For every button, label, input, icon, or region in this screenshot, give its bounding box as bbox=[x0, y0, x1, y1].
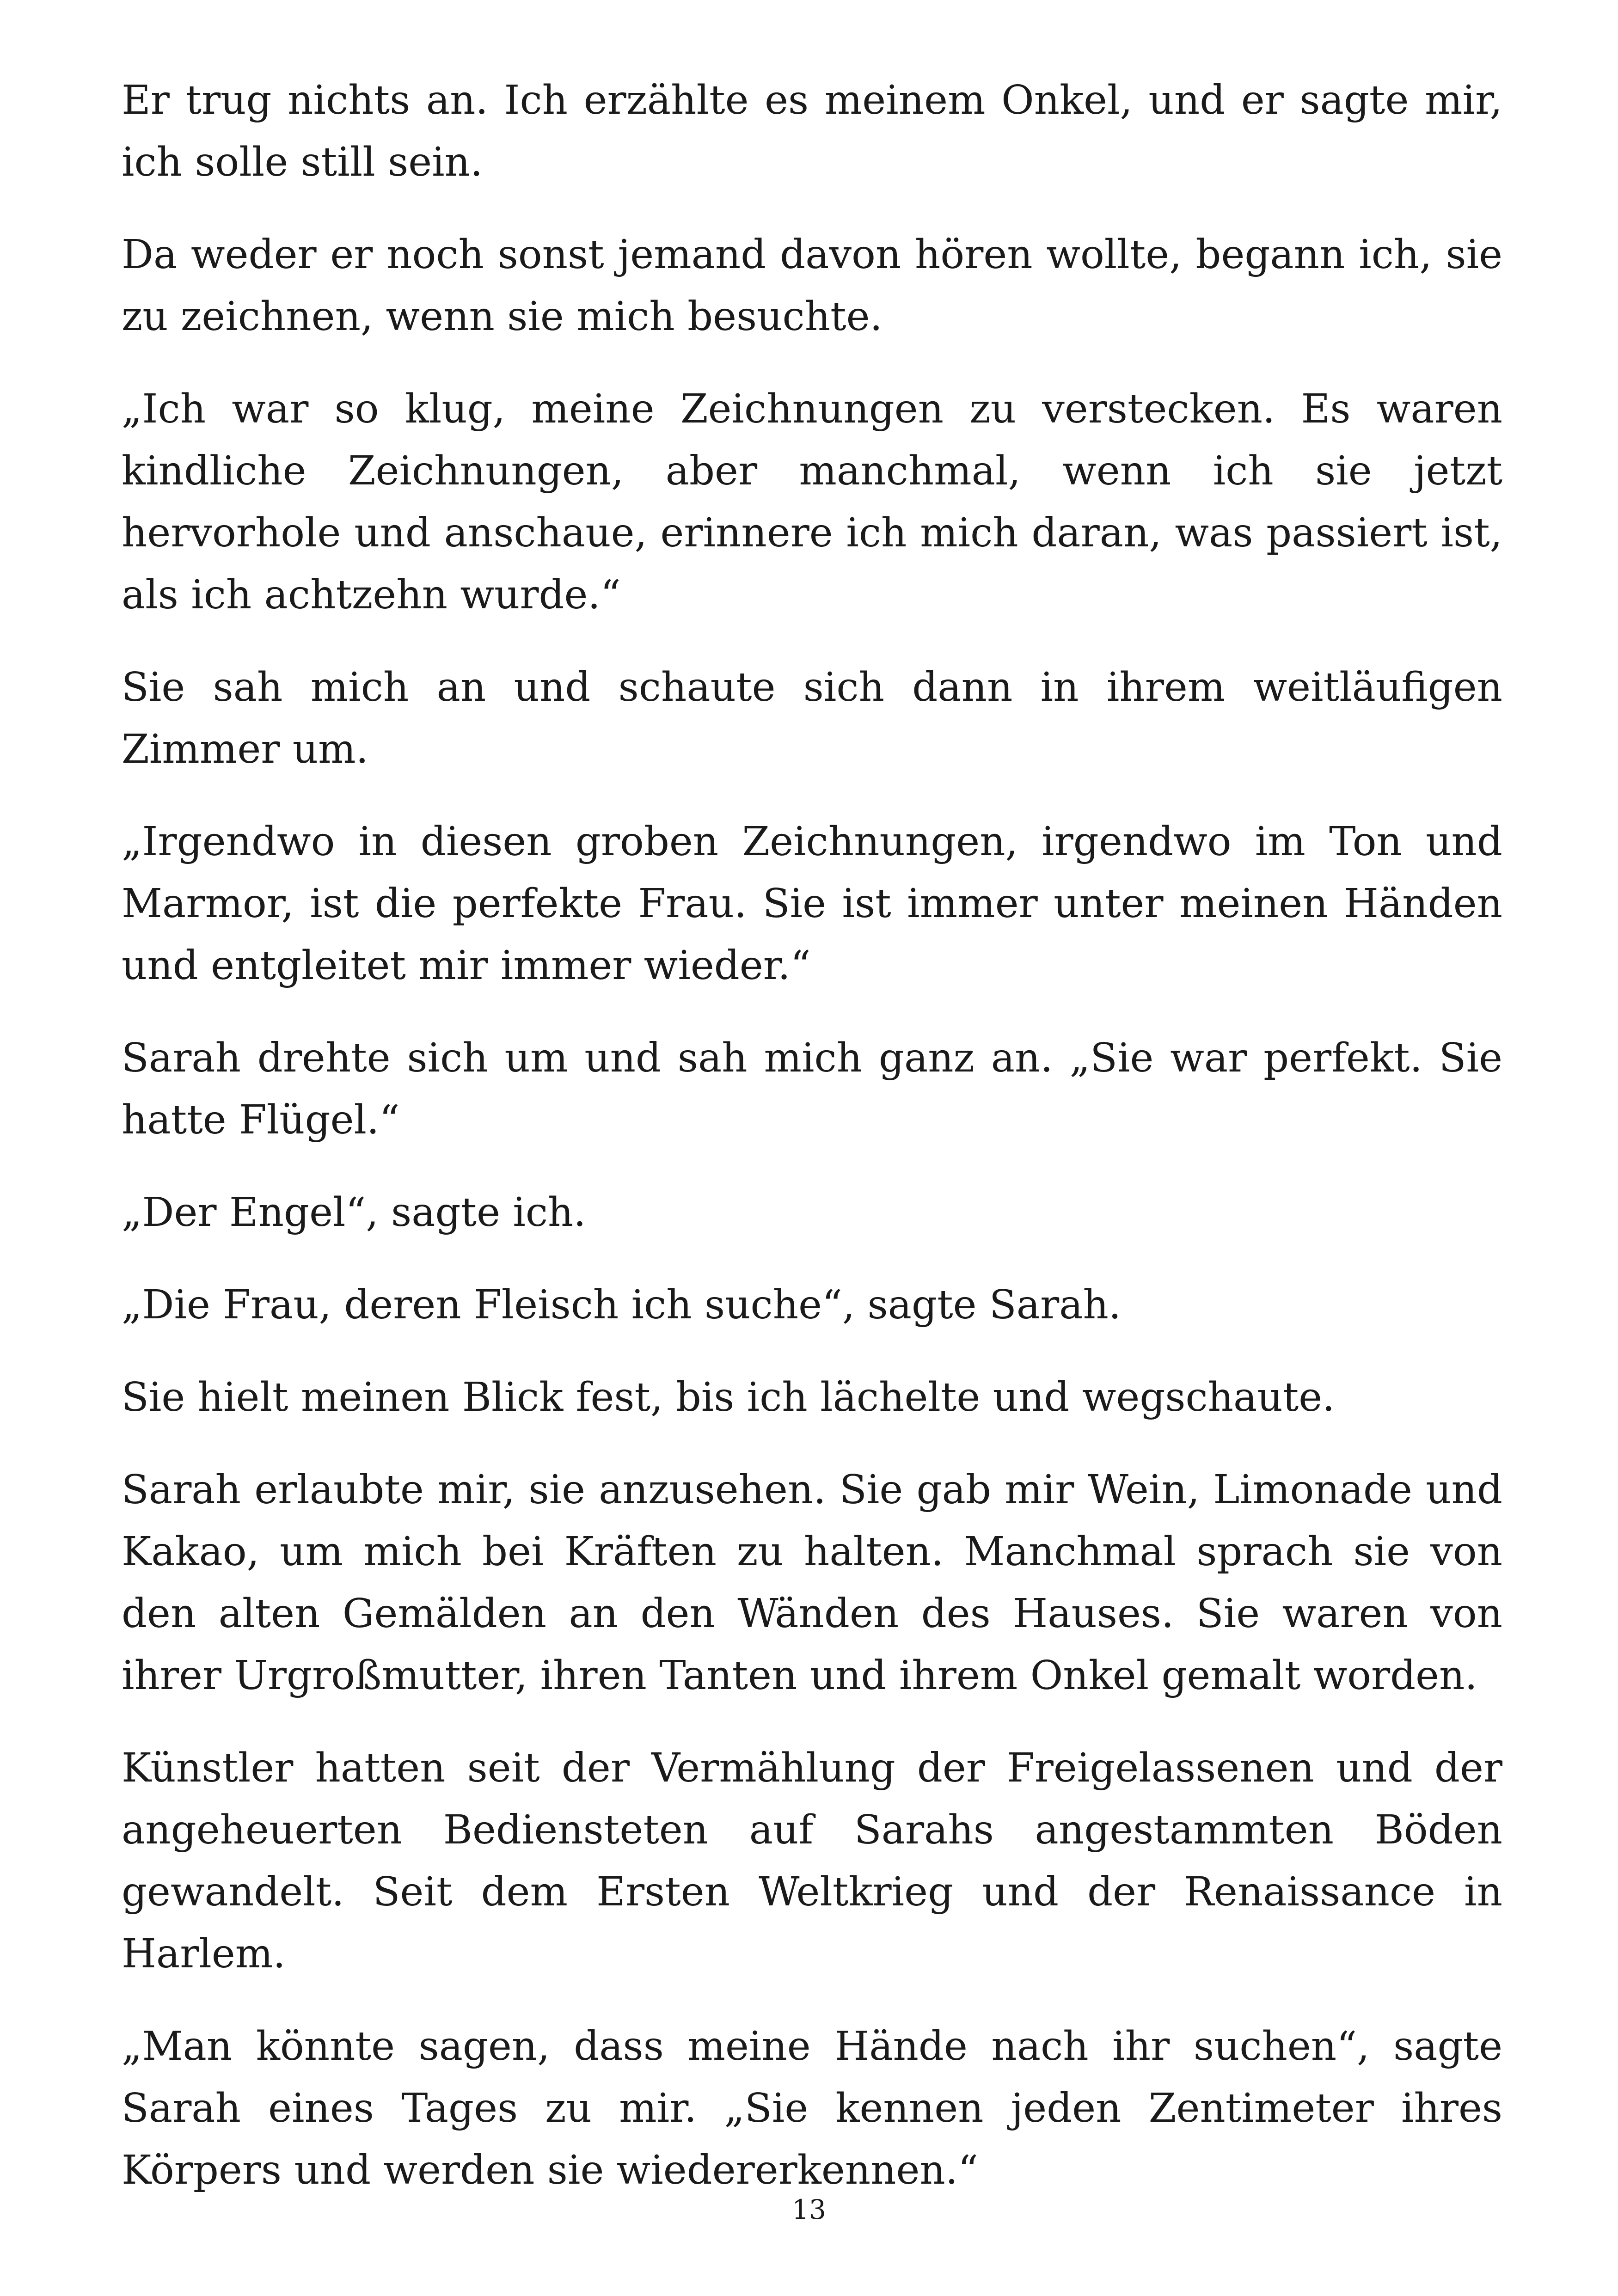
paragraph: „Man könnte sagen, dass meine Hände nach ihr suchen“, sagte Sarah eines Tages zu mir. „Sie kennen jeden Zentimeter ihres Körpers und werden sie wiedererkennen.“ bbox=[122, 2023, 1502, 2193]
paragraph: Da weder er noch sonst jemand davon hören wollte, begann ich, sie zu zeichnen, wenn sie mich besuchte. bbox=[122, 232, 1502, 340]
paragraph: Sie sah mich an und schaute sich dann in ihrem weitläufigen Zimmer um. bbox=[122, 664, 1502, 772]
page-number: 13 bbox=[792, 2194, 826, 2225]
paragraph: „Die Frau, deren Fleisch ich suche“, sagte Sarah. bbox=[122, 1282, 1122, 1328]
paragraph: „Irgendwo in diesen groben Zeichnungen, irgendwo im Ton und Marmor, ist die perfekte Frau. Sie ist immer unter meinen Händen und entgleitet mir immer wieder.“ bbox=[122, 819, 1502, 989]
paragraph: Sie hielt meinen Blick fest, bis ich lächelte und wegschaute. bbox=[122, 1374, 1335, 1420]
paragraph: „Der Engel“, sagte ich. bbox=[122, 1189, 586, 1236]
paragraph: Sarah erlaubte mir, sie anzusehen. Sie gab mir Wein, Limonade und Kakao, um mich bei Kräften zu halten. Manchmal sprach sie von den alten Gemälden an den Wänden des Hauses. Sie waren von ihrer Urgroßmutter, ihren Tanten und ihrem Onkel gemalt worden. bbox=[122, 1467, 1502, 1699]
paragraph: Künstler hatten seit der Vermählung der Freigelassenen und der angeheuerten Bediensteten auf Sarahs angestammten Böden gewandelt. Seit dem Ersten Weltkrieg und der Renaissance in Harlem. bbox=[122, 1745, 1502, 1977]
paragraph: Er trug nichts an. Ich erzählte es meinem Onkel, und er sagte mir, ich solle still sein. bbox=[122, 77, 1502, 185]
body-text bbox=[122, 69, 1502, 2232]
paragraph: „Ich war so klug, meine Zeichnungen zu verstecken. Es waren kindliche Zeichnungen, aber manchmal, wenn ich sie jetzt hervorhole und anschaue, erinnere ich mich daran, was passiert ist, als ich achtzehn wurde.“ bbox=[122, 386, 1502, 618]
paragraph: Sarah drehte sich um und sah mich ganz an. „Sie war perfekt. Sie hatte Flügel.“ bbox=[122, 1035, 1502, 1143]
